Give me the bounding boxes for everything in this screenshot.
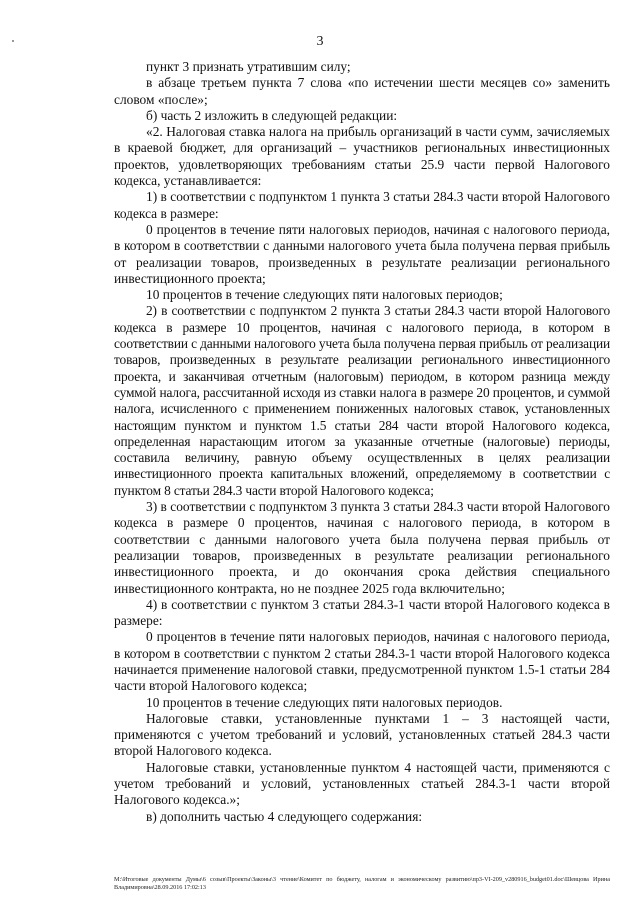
paragraph: 3) в соответствии с подпунктом 3 пункта 3 статьи 284.3 части второй Налогового кодекса в размере 0 процентов, начиная с налогового периода, в котором в соответствии с данными налогового учета была получена первая прибыль от реализации товаров, произведенных в результате реализации регионального инвестиционного проекта, и до окончания срока действия специального инвестиционного контракта, но не позднее 2025 года включительно; xyxy=(114,499,610,596)
paragraph: «2. Налоговая ставка налога на прибыль организаций в части сумм, зачисляемых в краевой бюджет, для организаций – участников региональных инвестиционных проектов, удовлетворяющих требованиям статьи 25.9 части первой Налогового кодекса, устанавливается: xyxy=(114,124,610,189)
paragraph: 1) в соответствии с подпунктом 1 пункта 3 статьи 284.3 части второй Налогового кодекса в размере: xyxy=(114,189,610,221)
paragraph: 4) в соответствии с пунктом 3 статьи 284.3-1 части второй Налогового кодекса в размере: xyxy=(114,596,610,629)
paragraph: в) дополнить частью 4 следующего содержания: xyxy=(146,808,423,824)
paragraph: Налоговые ставки, установленные пунктами 1 – 3 настоящей части, применяются с учетом требований и условий, установленных статьей 284.3 части второй Налогового кодекса. xyxy=(114,710,610,759)
paragraph: в абзаце третьем пункта 7 слова «по истечении шести месяцев со» заменить словом «после»; xyxy=(114,75,610,107)
file-path-footer: M:\Итоговые документы Думы\6 созыв\Проекты\Законы\3 чтение\Комитет по бюджету, налогам и экономическому развитию\пр3-VI-209_v280916_budget01.doc\Шевцова Ирина Владимировна\28.09.2016 17:02:13 xyxy=(114,876,610,891)
page-number: 3 xyxy=(316,34,324,49)
paragraph: Налоговые ставки, установленные пунктом 4 настоящей части, применяются с учетом требований и условий, установленных статьей 284.3-1 части второй Налогового кодекса.»; xyxy=(114,759,610,808)
paragraph: 2) в соответствии с подпунктом 2 пункта 3 статьи 284.3 части второй Налогового кодекса в размере 10 процентов, начиная с налогового периода, в котором в соответствии с данными налогового учета была получена первая прибыль от реализации товаров, произведенных в результате реализации регионального инвестиционного проекта, и заканчивая отчетным (налоговым) периодом, в котором разница между суммой налога, рассчитанной исходя из ставки налога в размере 20 процентов, и суммой налога, исчисленного с применением пониженных налоговых ставок, установленных настоящим пунктом и пунктом 1.5 статьи 284 части второй Налогового кодекса, определенная нарастающим итогом за указанные отчетные (налоговые) периоды, составила величину, равную объему осуществленных в целях реализации инвестиционного проекта капитальных вложений, определяемому в соответствии с пунктом 8 статьи 284.3 части второй Налогового кодекса; xyxy=(114,303,610,498)
paragraph: б) часть 2 изложить в следующей редакции: xyxy=(146,107,398,123)
paragraph: 10 процентов в течение следующих пяти налоговых периодов; xyxy=(146,287,503,303)
document-body xyxy=(114,59,610,825)
paragraph: 0 процентов в течение пяти налоговых периодов, начиная с налогового периода, в котором в соответствии с пунктом 2 статьи 284.3-1 части второй Налогового кодекса начинается применение налоговой ставки, предусмотренной пунктом 1.5-1 статьи 284 части второй Налогового кодекса; xyxy=(114,629,610,694)
paragraph: 0 процентов в течение пяти налоговых периодов, начиная с налогового периода, в котором в соответствии с данными налогового учета была получена первая прибыль от реализации товаров, произведенных в результате реализации регионального инвестиционного проекта; xyxy=(114,221,610,286)
paragraph: пункт 3 признать утратившим силу; xyxy=(146,59,351,74)
paragraph: 10 процентов в течение следующих пяти налоговых периодов. xyxy=(146,694,503,710)
